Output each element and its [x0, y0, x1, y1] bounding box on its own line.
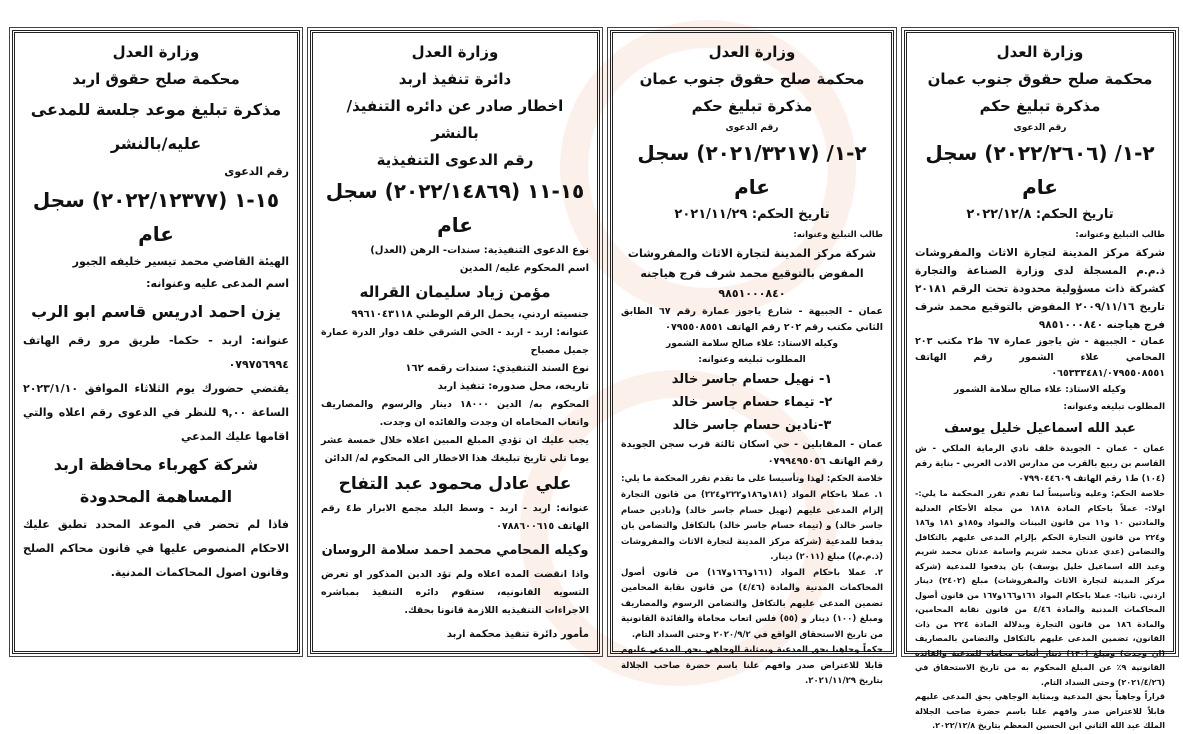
notice-title-cont: عليه/بالنشر — [110, 134, 202, 153]
ruling-summary: خلاصة الحكم: وعليه وتأسيساً لما تقدم تقرر المحكمة ما يلي:- اولا:- عملاً باحكام المادة ١٨١٨ من مجلة الأحكام العدلية والمادتين ١٠ و١١ من قانون البينات والمواد و١٨٥و ١٨١ و١٨٦ و٢٢٤ من قانون التجارة الحكم بإلزام المدعى عليهم بالتكافل والتضامن (عدي عدنان محمد شريم واسامة عدنان محمد شريم وعبد الله اسماعيل خليل يوسف) بان يدفعوا للمدعية (شركة مركز المدينة لتجارة الاثاث والمفروشات) مبلغ (٢٤٠٢) دينار اردني. ثانيا:- عملا باحكام المواد ١٦١و١٦٦و١٦٧ من قانون أصول المحاكمات المدنية والمادة ٤/٤٦ من قانون نقابة المحامين، والمادة ١٨٦ من قانون التجارة وبدلالة المادة ٢٢٤ من ذات القانون، تضمين المدعى عليهم بالتكافل والتضامن بالمصاريف (ان وجدت) ومبلغ (١٣٠) دينار أتعاب محاماة للمدعية والفائدة القانونية ٩٪ عن المبلغ المحكوم به من تاريخ الاستحقاق في (٢٠٢١/٤/٢٦) وحتى السداد التام. — [915, 489, 1166, 687]
judgment-date: تاريخ الحكم: ٢٠٢١/١١/٢٩ — [674, 207, 830, 222]
recipient-1: ١- نهيل حسام جاسر خالد — [671, 372, 833, 387]
debtor-nationality: جنسيته اردني، يحمل الرقم الوطني ٩٩٦١٠٤٣١١٨ — [351, 309, 589, 320]
creditor-address: عنوانه: اربد - اربد - وسط البلد مجمع الابرار ط٤ رقم الهاتف ٠٧٨٨٦٠٠٦١٥ — [321, 503, 589, 532]
case-label: رقم الدعوى التنفيذية — [376, 151, 534, 169]
ministry-heading: وزارة العدل — [112, 43, 200, 61]
case-number: ٢-١/ (٢٠٢١/٣٢١٧) سجل عام — [637, 141, 867, 199]
case-label: رقم الدعوى — [1013, 123, 1067, 133]
ministry-heading: وزارة العدل — [996, 43, 1084, 61]
payment-demand: يجب عليك ان تؤدي المبلغ المبين اعلاه خلال خمسة عشر يوما تلي تاريخ تبليغك هذا الاخطار الى المحكوم له/ الدائن — [321, 435, 589, 464]
amount-due: المحكوم به/ الدين ١٨٠٠٠ دينار والرسوم والمصاريف واتعاب المحاماه ان وجدت والفائده ان وجدت. — [321, 399, 589, 428]
recipients-address: عمان - المقابلين - حي اسكان ثالثة قرب سجن الجويدة رقم الهاتف ٠٧٩٩٤٩٥٠٥٦ — [621, 439, 883, 467]
court-name: محكمة صلح حقوق جنوب عمان — [927, 70, 1153, 88]
judgment-date: تاريخ الحكم: ٢٠٢٢/١٢/٨ — [966, 207, 1114, 222]
notice-title: مذكرة تبليغ حكم — [691, 97, 813, 115]
consequence-text: واذا انقضت المده اعلاه ولم تؤد الدين المذكور او تعرض التسويه القانونيه، ستقوم دائره التنفيذ بمباشره الاجراءات التنفيذيه اللازمة قانونا بحقك. — [321, 569, 589, 616]
ruling-point-1: ١. عملا باحكام المواد (١٨١و١٨٦و٢٢٢و٢٢٤) من قانون التجارة إلزام المدعى عليهم (نهيل حسام جاسر خالد) و(نادين حسام جاسر خالد) و (تيماء حسام جاسر خالد) بالتكافل والتضامن بان يدفعا للمدعية (شركة مركز المدينة لتجارة الاثاث والمفروشات (ذ.م.م)) مبلغ (٢٠١١) دينار. — [621, 490, 883, 562]
requester-label: طالب التبليغ وعنوانه: — [793, 230, 883, 240]
recipient-3: ٣-نادين حسام جاسر خالد — [672, 418, 832, 433]
defendant-label: اسم المدعى عليه وعنوانه: — [146, 277, 289, 290]
requester-label: طالب التبليغ وعنوانه: — [1075, 230, 1165, 240]
notice-title: مذكرة تبليغ حكم — [979, 97, 1101, 115]
defendant-address: عنوانه: اربد - حكما- طريق مرو رقم الهاتف ٠٧٩٧٥٦٩٩٤ — [23, 334, 289, 371]
warning-text: فاذا لم تحضر في الموعد المحدد تطبق عليك الاحكام المنصوص عليها في قانون محاكم الصلح وقانون اصول المحاكمات المدنية. — [23, 518, 289, 579]
recipients-label: المطلوب تبليغه وعنوانه: — [698, 355, 806, 365]
recipient-name: عبد الله اسماعيل خليل يوسف — [944, 421, 1136, 436]
notice-judgment-1 — [610, 30, 894, 686]
notice-execution — [310, 30, 600, 654]
ministry-heading: وزارة العدل — [708, 43, 796, 61]
creditor-name: علي عادل محمود عبد التفاح — [338, 474, 572, 494]
recipient-label: المطلوب تبليغه وعنوانه: — [1063, 402, 1165, 412]
notice-hearing-summons — [12, 30, 300, 654]
recipient-2: ٢- تيماء حسام جاسر خالد — [671, 395, 833, 410]
ruling-point-2: ٢. عملا باحكام المواد (١٦١و١٦٦و١٦٧) من قانون أصول المحاكمات المدنية والمادة (٤/٤٦) من قانون نقابة المحامين تضمين المدعى عليهم بالتكافل والتضامن الرسوم والمصاريف ومبلغ (١٠٠) دينار و (٥٥) فلس اتعاب محاماة والفائدة القانونية من تاريخ الاستحقاق الواقع في ٢٠٢٠/٩/٢ وحتى السداد التام. — [621, 567, 883, 640]
defendant-name: يزن احمد ادريس قاسم ابو الرب — [31, 302, 281, 321]
case-number: ١٥-١١ (٢٠٢٢/١٤٨٦٩) سجل عام — [325, 179, 585, 237]
ministry-heading: وزارة العدل — [411, 43, 499, 61]
requester-address: عمان - الجبيهة - ش ياجوز عمارة ٦٧ ط٢ مكتب ٢٠٣ المحامي علاء الشمور رقم الهاتف ٠٦٥٣٣٣٤٨١/٠٧٩٥٥٠٨٥٥١ — [915, 336, 1165, 379]
summons-text: يقتضي حضورك يوم الثلاثاء الموافق ٢٠٢٣/١/١٠ الساعة ٩,٠٠ للنظر في الدعوى رقم اعلاه والتي اقامها عليك المدعي — [23, 382, 289, 443]
signature: مأمور دائرة تنفيذ محكمة اربد — [446, 629, 589, 640]
requester-agent: وكيله الاستاذ: علاء صالح سلامة الشمور — [954, 385, 1126, 395]
bond-type: نوع السند التنفيذي: سندات رقمه ١٦٢ — [405, 363, 589, 374]
case-label: رقم الدعوى — [224, 165, 289, 178]
plaintiff-name: شركة كهرباء محافظة اربد — [53, 455, 259, 474]
court-name: محكمة صلح حقوق جنوب عمان — [639, 70, 865, 88]
notice-judgment-2 — [904, 30, 1176, 730]
department-name: دائرة تنفيذ اربد — [398, 70, 512, 88]
bond-date: تاريخه، محل صدوره: تنفيذ اربد — [437, 381, 589, 392]
plaintiff-name-cont: المساهمة المحدودة — [79, 487, 233, 506]
summary-label: خلاصة الحكم: لهذا وتأسيسا على ما تقدم تقرر المحكمة ما يلي: — [621, 474, 883, 484]
creditor-lawyer: وكيله المحامي محمد احمد سلامة الروسان — [321, 543, 589, 558]
court-name: محكمة صلح حقوق اربد — [72, 70, 240, 88]
requester-name: شركة مركز المدينة لتجارة الاثاث والمفروشات ذ.م.م المسجلة لدى وزارة الصناعة والتجارة كشركة ذات مسؤولية محدودة تحت الرقم ٢٠١٨١ تاريخ ٢٠٠٩/١١/١٦ المفوض بالتوقيع محمد شرف فرج هياجنه ٩٨٥١٠٠٠٨٤٠ — [915, 247, 1165, 331]
judge-name: الهيئة القاضي محمد تيسير خليفه الجبور — [72, 255, 289, 268]
case-number: ١٥-١ (٢٠٢٢/١٢٣٧٧) سجل عام — [32, 188, 280, 246]
requester-name: شركة مركز المدينة لتجارة الاثاث والمفروشات المفوض بالتوقيع محمد شرف فرج هياجنه ٩٨٥١٠٠٠٨٤٠ — [627, 247, 877, 300]
case-number: ٢-١/ (٢٠٢٢/٢٦٠٦) سجل عام — [925, 141, 1155, 199]
recipient-address: عمان - عمان - الجويدة خلف نادي الرماية الملكي - ش القاسم بن ربيع بالقرب من مدارس الادب العربي - بناية رقم (١٠٤) ط١ رقم الهاتف ٠٧٩٩٠٤٤٦٠٩ — [915, 444, 1165, 484]
debtor-label: اسم المحكوم عليه/ المدين — [459, 263, 589, 274]
requester-address: عمان - الجبيهة - شارع ياجوز عمارة رقم ٦٧ الطابق الثاني مكتب رقم ٢٠٢ رقم الهاتف ٠٧٩٥٥٠٨٥٥١ — [621, 306, 883, 333]
notice-title: مذكرة تبليغ موعد جلسة للمدعى — [30, 100, 282, 119]
ruling-closing: حكماً وجاهيا بحق المدعية وبمثابة الوجاهي بحق المدعى عليهم قابلا للاعتراض صدر وافهم علنا باسم حضرة صاحب الجلالة بتاريخ ٢٠٢١/١١/٢٩. — [621, 645, 883, 686]
case-type: نوع الدعوى التنفيذية: سندات- الرهن (العدل) — [370, 245, 589, 256]
requester-agent: وكيله الاستاذ: علاء صالح سلامة الشمور — [666, 339, 838, 349]
debtor-name: مؤمن زياد سليمان القراله — [359, 283, 551, 301]
notice-title: اخطار صادر عن دائره التنفيذ/ بالنشر — [346, 97, 564, 142]
ruling-closing: قراراً وجاهياً بحق المدعية وبمثابة الوجاهي بحق المدعى عليهم قابلاً للاعتراض صدر وافهم علنا باسم حضرة صاحب الجلالة الملك عبد الله الثاني ابن الحسين المعظم بتاريخ ٢٠٢٢/١٢/٨. — [915, 692, 1165, 730]
debtor-address: عنوانه: اربد - اربد - الحي الشرقي خلف دوار الدرة عمارة جميل مصباح — [321, 327, 589, 356]
case-label: رقم الدعوى — [725, 123, 779, 133]
